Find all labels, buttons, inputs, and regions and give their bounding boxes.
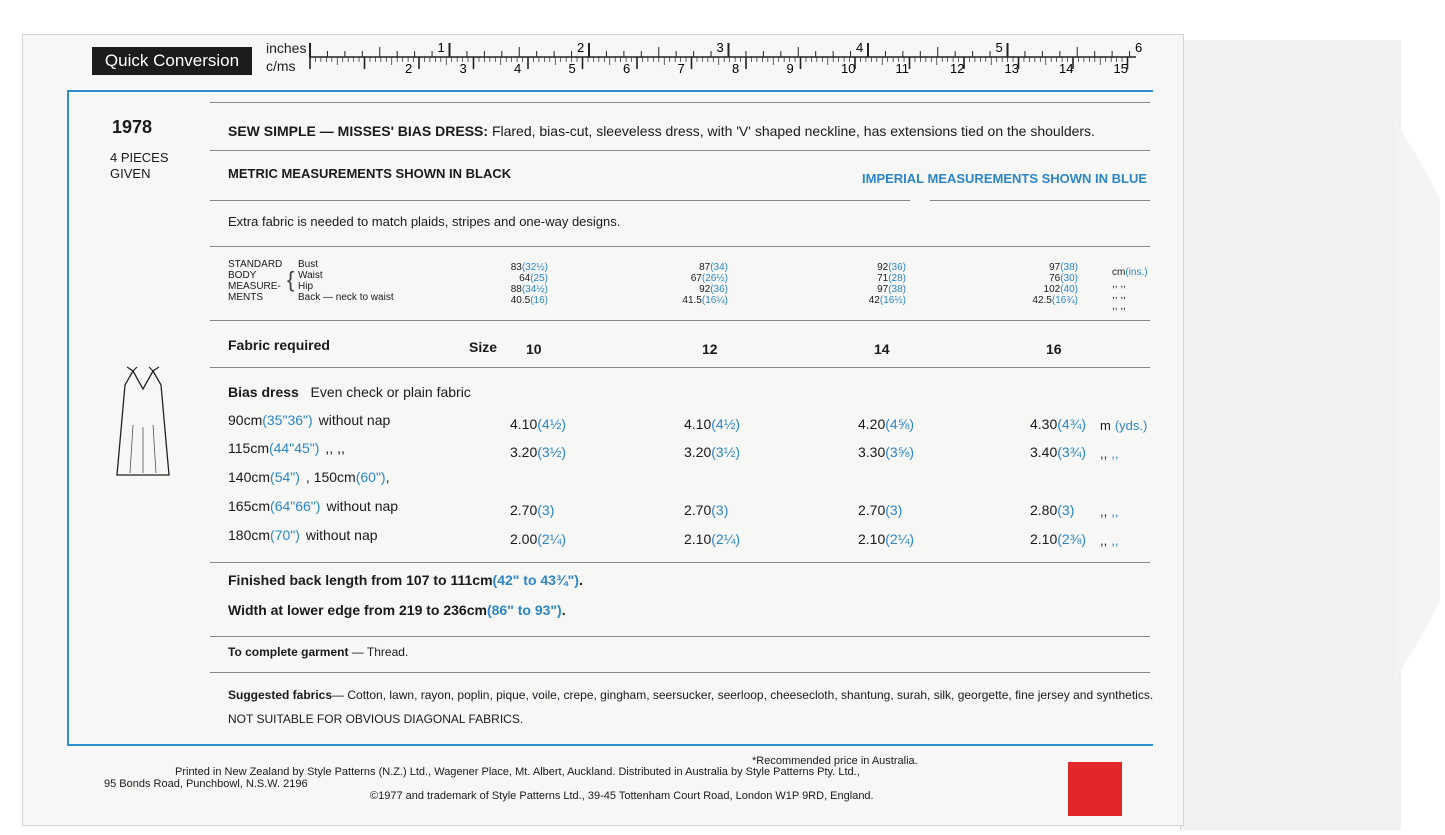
cms-label: c/ms (266, 58, 296, 74)
amount-metric: 4.20 (858, 416, 886, 432)
amount-metric: 2.80 (1030, 502, 1058, 518)
fabric-width-metric: 115cm (228, 440, 269, 456)
fabric-amount (684, 502, 728, 518)
measurement-row (846, 273, 906, 284)
cm-tick-label: 10 (841, 61, 856, 76)
cm-tick-label: 3 (459, 61, 467, 76)
fabric-amount (1030, 416, 1086, 432)
amount-imperial: (3) (537, 502, 555, 518)
amount-metric: 4.30 (1030, 416, 1058, 432)
fabric-amount (510, 444, 566, 460)
imperial-value: (16¼) (701, 295, 728, 306)
cm-tick-label: 7 (677, 61, 685, 76)
fabric-width-imperial: (44"45") (268, 440, 320, 456)
fabric-amount (684, 444, 740, 460)
amount-metric: 3.30 (858, 444, 886, 460)
measure-units (1112, 267, 1148, 312)
inches-label: inches (266, 40, 307, 56)
suggested-value: — Cotton, lawn, rayon, poplin, pique, voile, crepe, gingham, seersucker, seerloop, cheesecloth, shantung, surah, silk, georgette, fine jersey and synthetics. (332, 688, 1154, 702)
cm-tick-label: 8 (732, 61, 740, 76)
metric-value: 102 (1043, 284, 1061, 295)
amount-imperial: (2¼) (537, 531, 567, 547)
imperial-value: (30) (1060, 273, 1078, 284)
complete-garment-value: — Thread. (351, 645, 409, 659)
unit-metric: ,, (1100, 446, 1108, 461)
amount-imperial: (3½) (537, 444, 567, 460)
unit-imperial: (yds.) (1114, 418, 1148, 433)
title-bold: SEW SIMPLE — MISSES' BIAS DRESS: (228, 123, 489, 139)
unit-metric: m (1100, 418, 1111, 433)
cm-tick-label: 9 (786, 61, 794, 76)
group-label-line: STANDARD (228, 259, 283, 270)
amount-imperial: (3) (885, 502, 903, 518)
imperial-value: (38) (1060, 262, 1078, 273)
measure-name: Hip (298, 281, 314, 292)
metric-value: 97 (877, 284, 889, 295)
size-16: 16 (1046, 341, 1062, 357)
unit-imperial: ,, (1111, 533, 1119, 548)
group-label-line: MENTS (228, 292, 263, 303)
standard-body-label (228, 259, 282, 303)
quick-conversion-label: Quick Conversion (92, 47, 252, 75)
metric-value: 40.5 (510, 295, 531, 306)
imperial-value: (34½) (521, 284, 548, 295)
fabric-required-heading: Fabric required (228, 337, 330, 353)
fabric-width-note: without nap (326, 498, 399, 514)
group-label-line: MEASURE- (228, 281, 281, 292)
fabric-amount (510, 531, 566, 547)
ditto: ,, ,, (1112, 301, 1126, 312)
complete-garment (228, 645, 408, 659)
flap-tab (1395, 120, 1440, 680)
title-description: Flared, bias-cut, sleeveless dress, with 'V' shaped neckline, has extensions tied on the shoulders. (491, 123, 1095, 139)
period: . (578, 572, 583, 588)
metric-value: 41.5 (682, 295, 702, 306)
amount-metric: 4.10 (684, 416, 712, 432)
measurement-row (668, 262, 728, 273)
amount-imperial: (4½) (537, 416, 567, 432)
width-text: Width at lower edge from 219 to 236cm (228, 602, 487, 618)
amount-metric: 3.40 (1030, 444, 1058, 460)
fabric-amount (510, 502, 554, 518)
width-imperial: (86" to 93") (486, 602, 562, 618)
amount-imperial: (3) (711, 502, 729, 518)
fabric-amount (858, 531, 914, 547)
measurement-row (1018, 273, 1078, 284)
fabric-width-note: , 150cm (305, 469, 356, 485)
footer-line1: Printed in New Zealand by Style Patterns (N.Z.) Ltd., Wagener Place, Mt. Albert, Auckland. Distributed in Australia by Style Patterns Pty. Ltd., (175, 766, 860, 778)
imperial-value: (34) (710, 262, 728, 273)
amount-imperial: (4½) (711, 416, 741, 432)
section-heading (228, 384, 471, 400)
measurement-row (846, 284, 906, 295)
cm-tick-label: 11 (895, 61, 909, 76)
metric-value: 64 (519, 273, 531, 284)
fabric-width-imperial: (70") (270, 527, 300, 543)
metric-heading: METRIC MEASUREMENTS SHOWN IN BLACK (228, 166, 512, 181)
measurement-row (668, 284, 728, 295)
measurement-row (488, 262, 548, 273)
metric-value: 97 (1049, 262, 1061, 273)
fabric-width-note: without nap (305, 527, 378, 543)
fabric-width-label (228, 469, 389, 485)
amount-unit (1100, 533, 1118, 548)
imperial-value: (38) (888, 284, 906, 295)
imperial-value: (25) (530, 273, 548, 284)
cm-tick-label: 14 (1059, 61, 1074, 76)
fabric-width-label (228, 527, 378, 543)
pieces-given: GIVEN (110, 166, 151, 181)
measurement-row (846, 262, 906, 273)
brace: { (287, 267, 295, 292)
imperial-value: (16) (530, 295, 548, 306)
divider (210, 102, 1150, 103)
amount-imperial: (3⅝) (885, 444, 915, 460)
size-10: 10 (526, 341, 542, 357)
fabric-amount (1030, 502, 1074, 518)
metric-value: 87 (699, 262, 711, 273)
recommended-price-note: *Recommended price in Australia. (752, 755, 918, 767)
fabric-amount (858, 416, 914, 432)
unit-imperial: ,, (1111, 446, 1119, 461)
price-label-sticker (1068, 762, 1122, 816)
imperial-value: (36) (888, 262, 906, 273)
imperial-value: (26½) (701, 273, 728, 284)
imperial-value: (36) (710, 284, 728, 295)
complete-garment-label: To complete garment (228, 645, 349, 659)
fabric-amount (1030, 531, 1086, 547)
imperial-value: (16½) (879, 295, 906, 306)
imperial-value: (40) (1060, 284, 1078, 295)
divider (930, 200, 1150, 201)
amount-imperial: (2⅜) (1057, 531, 1087, 547)
ditto: ,, ,, (1112, 290, 1126, 301)
unit-ins: (ins.) (1125, 267, 1148, 278)
metric-value: 88 (510, 284, 522, 295)
fabric-width-trail: , (385, 469, 390, 485)
inch-tick-label: 3 (716, 40, 724, 55)
amount-metric: 2.70 (858, 502, 886, 518)
measurement-column (488, 262, 548, 306)
suggested-label: Suggested fabrics (228, 688, 333, 702)
conversion-ruler (258, 40, 1143, 76)
fabric-width-imperial: (54") (270, 469, 300, 485)
cm-tick-label: 2 (405, 61, 413, 76)
measurement-row (1018, 284, 1078, 295)
fabric-amount (684, 416, 740, 432)
fabric-width-label (228, 440, 345, 456)
measurement-row (1018, 295, 1078, 306)
measure-name: Bust (298, 259, 319, 270)
inch-tick-label: 4 (856, 40, 864, 55)
fabric-amount (858, 444, 914, 460)
unit-metric: ,, (1100, 504, 1108, 519)
cm-tick-label: 12 (950, 61, 965, 76)
metric-value: 71 (877, 273, 889, 284)
pattern-title (228, 123, 1095, 139)
divider (210, 150, 1150, 151)
amount-metric: 2.70 (510, 502, 538, 518)
amount-metric: 2.10 (684, 531, 712, 547)
amount-metric: 3.20 (510, 444, 538, 460)
envelope-flap (1180, 40, 1401, 830)
measurement-column (668, 262, 728, 306)
footer-address: 95 Bonds Road, Punchbowl, N.S.W. 2196 (104, 778, 308, 790)
unit-metric: ,, (1100, 533, 1108, 548)
cm-tick-label: 13 (1004, 61, 1019, 76)
unit-cm: cm (1112, 267, 1126, 278)
ditto: ,, ,, (1112, 279, 1126, 290)
metric-value: 92 (699, 284, 711, 295)
fabric-width-metric: 140cm (228, 469, 271, 485)
cm-tick-label: 4 (514, 61, 522, 76)
amount-imperial: (3¾) (1057, 444, 1087, 460)
divider (210, 636, 1150, 637)
footer-line2: ©1977 and trademark of Style Patterns Ltd., 39-45 Tottenham Court Road, London W1P 9RD, England. (370, 790, 874, 802)
fabric-width-label (228, 412, 390, 428)
suggested-fabrics (228, 688, 1153, 702)
cm-tick-label: 5 (568, 61, 576, 76)
amount-metric: 2.10 (858, 531, 886, 547)
extra-fabric-note: Extra fabric is needed to match plaids, stripes and one-way designs. (228, 214, 621, 229)
amount-imperial: (2¼) (711, 531, 741, 547)
amount-imperial: (4⅝) (885, 416, 915, 432)
measurement-row (846, 295, 906, 306)
metric-value: 76 (1049, 273, 1061, 284)
width-lower-edge (228, 602, 566, 618)
bias-dress-note: Even check or plain fabric (310, 384, 471, 400)
imperial-value: (28) (888, 273, 906, 284)
fabric-width-label (228, 498, 398, 514)
fabric-width-metric: 180cm (228, 527, 271, 543)
bias-dress-label: Bias dress (228, 384, 299, 400)
inch-tick-label: 5 (995, 40, 1003, 55)
amount-imperial: (3) (1057, 502, 1075, 518)
inch-tick-label: 1 (437, 40, 445, 55)
amount-metric: 2.00 (510, 531, 538, 547)
fabric-width-note: ,, ,, (325, 440, 345, 456)
metric-value: 92 (877, 262, 889, 273)
measure-name: Waist (298, 270, 323, 281)
divider (210, 367, 1150, 368)
measurement-column (846, 262, 906, 306)
pattern-number: 1978 (112, 117, 153, 137)
size-12: 12 (702, 341, 718, 357)
metric-value: 83 (510, 262, 522, 273)
back-length-imperial: (42" to 43¾") (492, 572, 579, 588)
fabric-width-imperial-extra: (60") (355, 469, 386, 485)
measurement-row (668, 273, 728, 284)
size-14: 14 (874, 341, 890, 357)
divider (210, 562, 1150, 563)
amount-metric: 3.20 (684, 444, 712, 460)
measurement-names (298, 259, 394, 303)
cm-tick-label: 15 (1113, 61, 1128, 76)
size-label: Size (469, 339, 498, 355)
metric-value: 42 (868, 295, 880, 306)
divider (210, 320, 1150, 321)
measurement-row (488, 273, 548, 284)
finished-back-length (228, 572, 583, 588)
dress-sketch (103, 365, 183, 485)
imperial-heading: IMPERIAL MEASUREMENTS SHOWN IN BLUE (862, 171, 1148, 186)
amount-metric: 2.10 (1030, 531, 1058, 547)
measurement-column (1018, 262, 1078, 306)
cm-tick-label: 6 (623, 61, 631, 76)
fabric-width-metric: 165cm (228, 498, 271, 514)
fabric-width-note: without nap (318, 412, 391, 428)
measure-name: Back — neck to waist (298, 292, 394, 303)
divider (210, 672, 1150, 673)
fabric-width-imperial: (64"66") (270, 498, 321, 514)
amount-imperial: (2¼) (885, 531, 915, 547)
amount-metric: 2.70 (684, 502, 712, 518)
back-length-text: Finished back length from 107 to 111cm (228, 572, 493, 588)
fabric-amount (510, 416, 566, 432)
group-label-line: BODY (228, 270, 257, 281)
imperial-value: (32½) (521, 262, 548, 273)
fabric-width-metric: 90cm (228, 412, 263, 428)
not-suitable-warning: NOT SUITABLE FOR OBVIOUS DIAGONAL FABRICS. (228, 712, 524, 726)
unit-imperial: ,, (1111, 504, 1119, 519)
metric-value: 67 (690, 273, 702, 284)
divider (210, 200, 910, 201)
amount-unit (1100, 418, 1147, 433)
fabric-amount (858, 502, 902, 518)
amount-imperial: (4¾) (1057, 416, 1087, 432)
period: . (561, 602, 566, 618)
inch-tick-label: 6 (1135, 40, 1143, 55)
fabric-amount (1030, 444, 1086, 460)
metric-value: 42.5 (1032, 295, 1052, 306)
pieces-count: 4 PIECES (110, 150, 169, 165)
amount-unit (1100, 504, 1118, 519)
measurement-row (1018, 262, 1078, 273)
amount-imperial: (3½) (711, 444, 741, 460)
inch-tick-label: 2 (577, 40, 585, 55)
divider (210, 246, 1150, 247)
fabric-amount (684, 531, 740, 547)
fabric-width-imperial: (35"36") (262, 412, 313, 428)
amount-metric: 4.10 (510, 416, 538, 432)
ruler-scale (258, 40, 1143, 76)
imperial-value: (16¾) (1051, 295, 1078, 306)
amount-unit (1100, 446, 1118, 461)
measurement-row (488, 295, 548, 306)
measurement-row (668, 295, 728, 306)
measurement-row (488, 284, 548, 295)
